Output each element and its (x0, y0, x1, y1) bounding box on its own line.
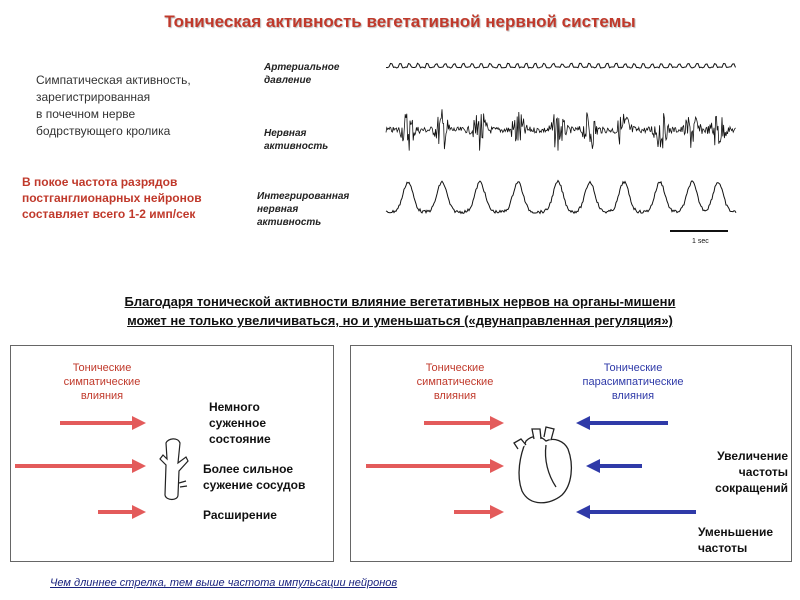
parasympathetic-caption: Тонические парасимпатические влияния (582, 362, 684, 402)
para-arrow-short (586, 459, 642, 473)
rest-line: В покое частота разрядов (22, 175, 178, 189)
symp-arrow-long (15, 459, 146, 473)
recording-traces (380, 52, 750, 250)
pressure-trace (386, 63, 736, 68)
intro-line: в почечном нерве (36, 107, 136, 121)
nerve-activity-trace (386, 109, 736, 150)
slight-constriction-label: Немного суженное состояние (209, 400, 271, 446)
rest-line: составляет всего 1-2 имп/сек (22, 207, 196, 221)
para-arrow-medium (576, 416, 668, 430)
symp-arrow-short (98, 505, 146, 519)
symp-arrow-short (454, 505, 504, 519)
rest-frequency-note (22, 174, 242, 222)
headline (0, 292, 800, 330)
headline-line: может не только увеличиваться, но и уменьшаться («двунаправленная регуляция») (127, 313, 673, 328)
dilation-label: Расширение (203, 508, 277, 522)
footnote: Чем длиннее стрелка, тем выше частота импульсации нейронов (50, 577, 398, 589)
symp-arrow-medium (60, 416, 146, 430)
rest-line: постганглионарных нейронов (22, 191, 202, 205)
page-title: Тоническая активность вегетативной нервной системы (164, 12, 636, 31)
right-sympathetic-caption: Тонические симпатические влияния (416, 362, 494, 402)
vessel-diagram (10, 345, 332, 560)
symp-arrow-medium (424, 416, 504, 430)
integrated-trace-label: Интегрированная нервная активность (257, 191, 350, 228)
intro-line: Симпатическая активность, (36, 73, 191, 87)
strong-constriction-label: Более сильное сужение сосудов (203, 462, 306, 492)
time-scale-label: 1 sec (692, 238, 709, 245)
left-sympathetic-caption: Тонические симпатические влияния (63, 362, 141, 402)
pressure-trace-label: Артериальное давление (264, 62, 340, 86)
symp-arrow-long (366, 459, 504, 473)
blood-vessel-icon (160, 439, 188, 500)
intro-line: зарегистрированная (36, 90, 151, 104)
integrated-activity-trace (386, 181, 736, 214)
heart-icon (514, 427, 571, 503)
decrease-rate-label: Уменьшение частоты (698, 525, 774, 555)
intro-line: бодрствующего кролика (36, 124, 171, 138)
nerve-trace-label: Нервная активность (264, 128, 329, 152)
para-arrow-long (576, 505, 696, 519)
increase-rate-label: Увеличение частоты сокращений (715, 449, 788, 495)
headline-line: Благодаря тонической активности влияние вегетативных нервов на органы-мишени (124, 294, 676, 309)
intro-text (36, 72, 236, 140)
heart-diagram (350, 345, 790, 560)
